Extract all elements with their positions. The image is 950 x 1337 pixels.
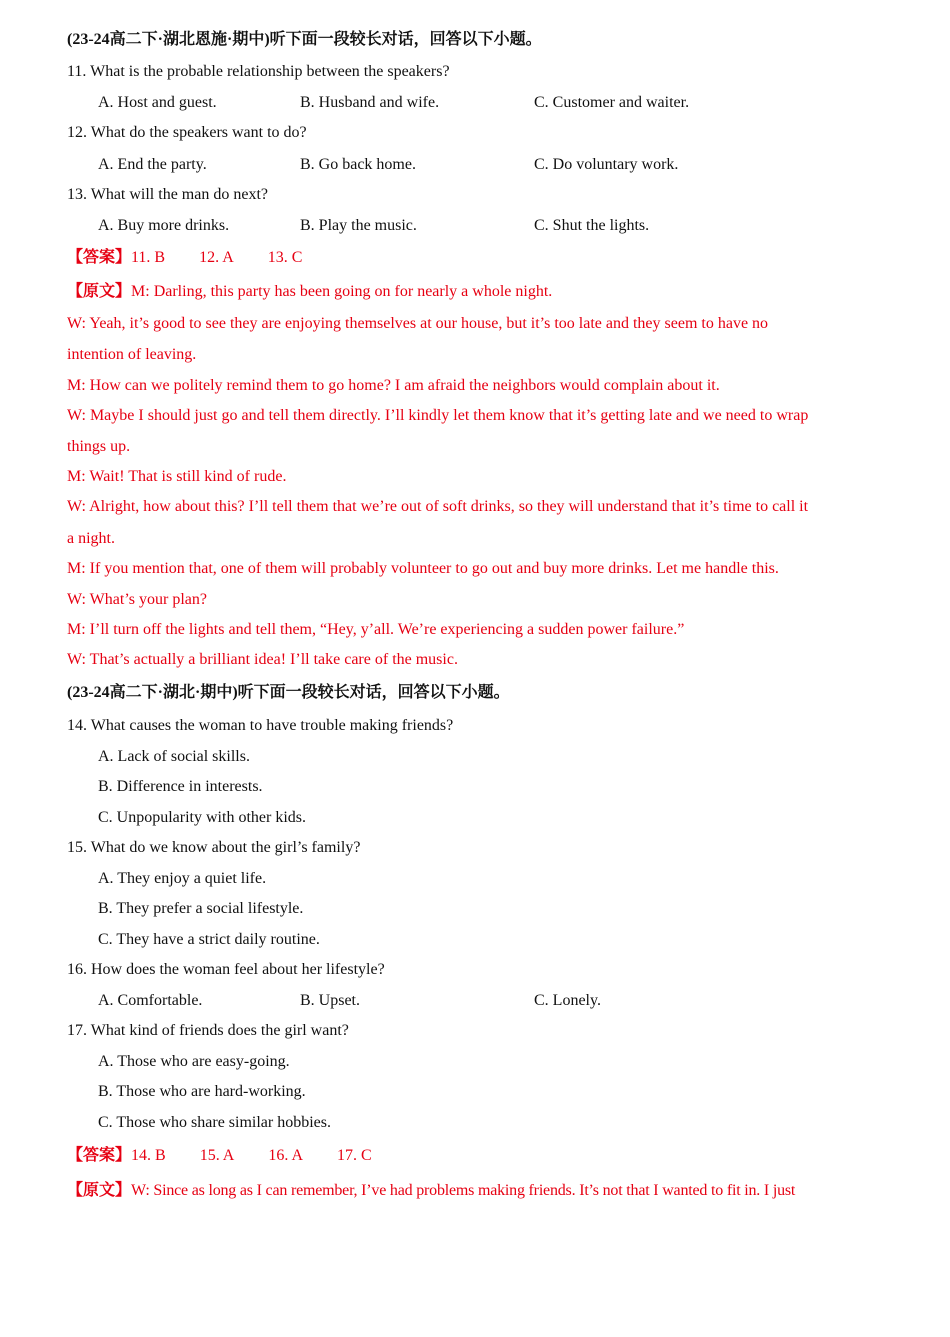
transcript1-line-6: M: Wait! That is still kind of rude. [67, 468, 287, 485]
q15-stem: 15. What do we know about the girl’s family? [67, 839, 361, 856]
answer-13: 13. C [267, 249, 303, 266]
answer-11: 11. B [131, 249, 166, 266]
transcript1-line-9: M: If you mention that, one of them will probably volunteer to go out and buy more drinks. Let me handle this. [67, 560, 779, 577]
q16-option-b: B. Upset. [300, 992, 360, 1009]
transcript-text: M: Darling, this party has been going on for nearly a whole night. [131, 283, 553, 300]
transcript1-line-4: W: Maybe I should just go and tell them directly. I’ll kindly let them know that it’s getting late and we need to wrap [67, 407, 809, 424]
transcript1-line-7: W: Alright, how about this? I’ll tell them that we’re out of soft drinks, so they will understand that it’s time to call it [67, 498, 809, 515]
q12-option-a: A. End the party. [98, 156, 207, 173]
answer-label: 【答案】 [67, 247, 132, 266]
q16-option-c: C. Lonely. [534, 992, 601, 1009]
q12-stem: 12. What do the speakers want to do? [67, 124, 307, 141]
transcript1-line-12: W: That’s actually a brilliant idea! I’ll take care of the music. [67, 651, 458, 668]
q13-stem: 13. What will the man do next? [67, 186, 268, 203]
q13-option-c: C. Shut the lights. [534, 217, 650, 234]
q14-option-a: A. Lack of social skills. [98, 748, 250, 765]
transcript-label: 【原文】 [67, 281, 132, 300]
answer-15: 15. A [199, 1147, 235, 1164]
q12-option-c: C. Do voluntary work. [534, 156, 679, 173]
transcript1-line-1: W: Yeah, it’s good to see they are enjoying themselves at our house, but it’s too late and they seem to have no [67, 315, 769, 332]
q17-option-a: A. Those who are easy-going. [98, 1053, 290, 1070]
q11-option-c: C. Customer and waiter. [534, 94, 690, 111]
q17-option-b: B. Those who are hard-working. [98, 1083, 306, 1100]
transcript1-line-2: intention of leaving. [67, 346, 197, 363]
transcript1-line-8: a night. [67, 530, 115, 547]
transcript1-line-3: M: How can we politely remind them to go home? I am afraid the neighbors would complain about it. [67, 377, 720, 394]
transcript1-line-5: things up. [67, 438, 131, 455]
q16-option-a: A. Comfortable. [98, 992, 203, 1009]
q15-option-a: A. They enjoy a quiet life. [98, 870, 267, 887]
section2-header: (23-24高二下·湖北·期中)听下面一段较长对话，回答以下小题。 [67, 684, 510, 701]
q17-option-c: C. Those who share similar hobbies. [98, 1114, 332, 1131]
transcript-text: W: Since as long as I can remember, I’ve had problems making friends. It’s not that I wanted to fit in. I just [131, 1182, 796, 1199]
q11-option-b: B. Husband and wife. [300, 94, 440, 111]
q15-option-b: B. They prefer a social lifestyle. [98, 900, 304, 917]
q15-option-c: C. They have a strict daily routine. [98, 931, 320, 948]
q13-option-a: A. Buy more drinks. [98, 217, 230, 234]
q11-stem: 11. What is the probable relationship between the speakers? [67, 63, 450, 80]
transcript2-line-0 [67, 1180, 795, 1201]
section1-answer-row [67, 247, 302, 268]
q14-option-b: B. Difference in interests. [98, 778, 263, 795]
q11-option-a: A. Host and guest. [98, 94, 217, 111]
answer-14: 14. B [131, 1147, 166, 1164]
q17-stem: 17. What kind of friends does the girl want? [67, 1022, 349, 1039]
transcript1-line-0 [67, 281, 552, 302]
answer-label: 【答案】 [67, 1145, 132, 1164]
section1-header: (23-24高二下·湖北恩施·期中)听下面一段较长对话，回答以下小题。 [67, 31, 542, 48]
q14-option-c: C. Unpopularity with other kids. [98, 809, 306, 826]
transcript-label: 【原文】 [67, 1180, 132, 1199]
answer-16: 16. A [268, 1147, 304, 1164]
q13-option-b: B. Play the music. [300, 217, 417, 234]
q16-stem: 16. How does the woman feel about her lifestyle? [67, 961, 385, 978]
answer-12: 12. A [199, 249, 234, 266]
transcript1-line-11: M: I’ll turn off the lights and tell them, “Hey, y’all. We’re experiencing a sudden power failure.” [67, 621, 685, 638]
transcript1-line-10: W: What’s your plan? [67, 591, 207, 608]
q12-option-b: B. Go back home. [300, 156, 416, 173]
q14-stem: 14. What causes the woman to have trouble making friends? [67, 717, 454, 734]
answer-17: 17. C [337, 1147, 372, 1164]
section2-answer-row [67, 1145, 372, 1166]
